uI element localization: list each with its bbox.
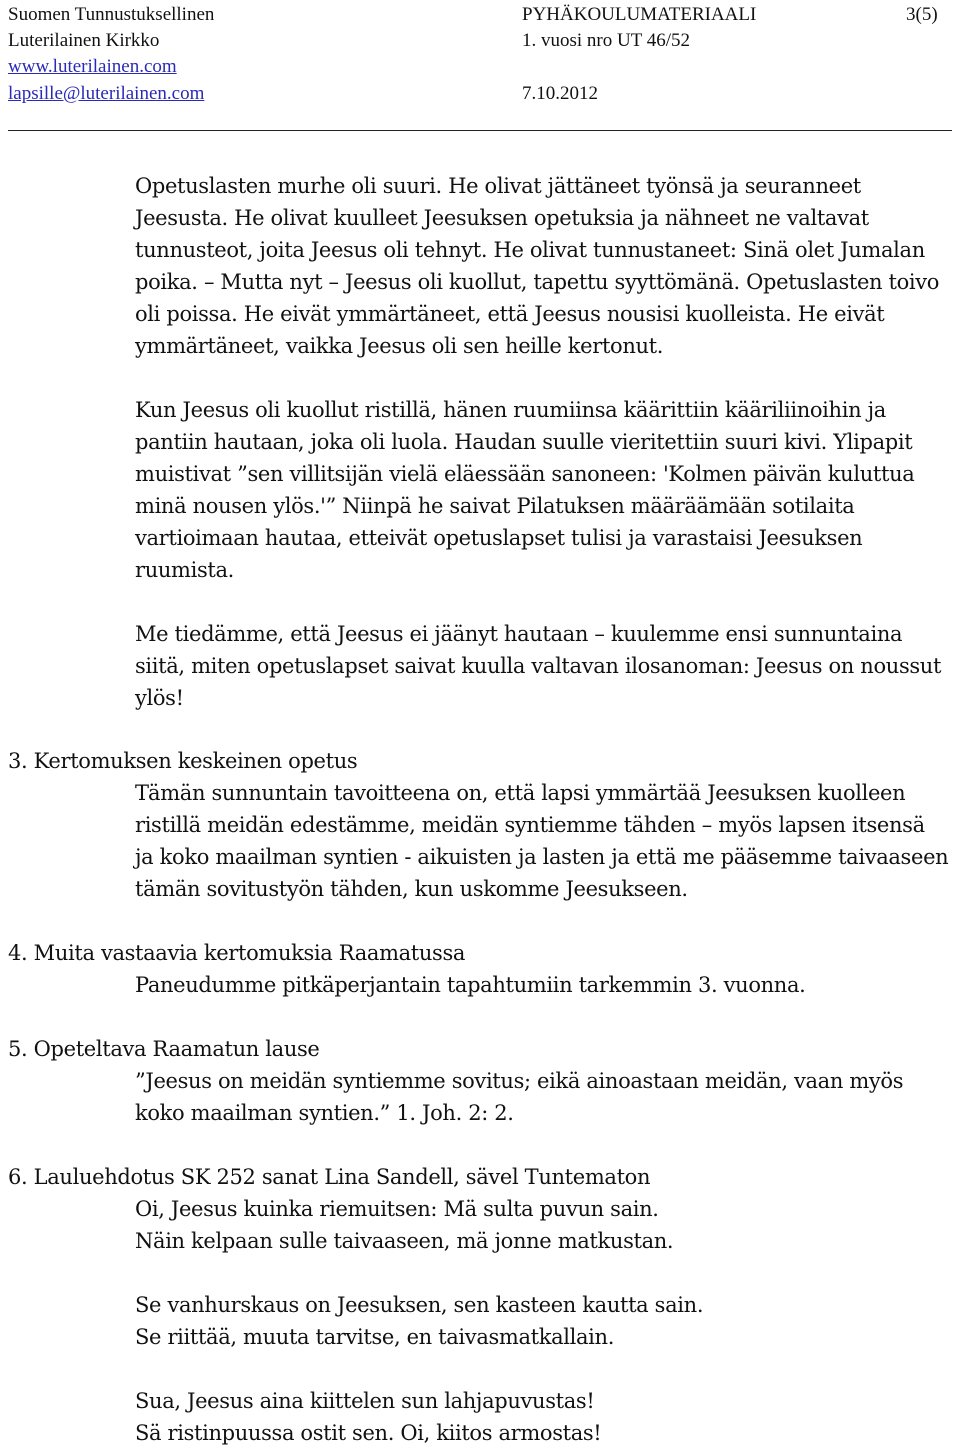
org-name-line1: Suomen Tunnustuksellinen bbox=[8, 4, 215, 25]
text-line: tunnusteot, joita Jeesus oli tehnyt. He olivat tunnustaneet: Sinä olet Jumalan bbox=[135, 238, 925, 262]
text-line: ja koko maailman syntien - aikuisten ja lasten ja että me pääsemme taivaaseen bbox=[135, 845, 949, 869]
text-line: ruumista. bbox=[135, 558, 234, 582]
text-line: Näin kelpaan sulle taivaaseen, mä jonne matkustan. bbox=[135, 1229, 674, 1253]
page-number: 3(5) bbox=[906, 4, 938, 25]
section-5-heading: 5. Opeteltava Raamatun lause bbox=[8, 1037, 320, 1061]
document-date: 7.10.2012 bbox=[522, 83, 598, 104]
text-line: vartioimaan hautaa, etteivät opetuslapset tulisi ja varastaisi Jeesuksen bbox=[135, 526, 863, 550]
text-line: tämän sovitustyön tähden, kun uskomme Jeesukseen. bbox=[135, 877, 688, 901]
text-line: Kun Jeesus oli kuollut ristillä, hänen ruumiinsa käärittiin kääriliinoihin ja bbox=[135, 398, 886, 422]
website-link[interactable]: www.luterilainen.com bbox=[8, 56, 177, 77]
text-line: Sua, Jeesus aina kiittelen sun lahjapuvustas! bbox=[135, 1389, 595, 1413]
section-3-body bbox=[135, 777, 960, 905]
text-line: koko maailman syntien.” 1. Joh. 2: 2. bbox=[135, 1101, 514, 1125]
text-line: Sä ristinpuussa ostit sen. Oi, kiitos armostas! bbox=[135, 1421, 602, 1445]
intro-paragraph-3 bbox=[135, 618, 960, 714]
text-line: Tämän sunnuntain tavoitteena on, että lapsi ymmärtää Jeesuksen kuolleen bbox=[135, 781, 906, 805]
issue-number: 1. vuosi nro UT 46/52 bbox=[522, 30, 691, 51]
bible-verse bbox=[135, 1065, 960, 1129]
text-line: ymmärtäneet, vaikka Jeesus oli sen heille kertonut. bbox=[135, 334, 664, 358]
intro-paragraph-2 bbox=[135, 394, 960, 586]
text-line: Opetuslasten murhe oli suuri. He olivat jättäneet työnsä ja seuranneet bbox=[135, 174, 861, 198]
section-4-heading: 4. Muita vastaavia kertomuksia Raamatussa bbox=[8, 941, 466, 965]
text-line: muistivat ”sen villitsijän vielä eläessään sanoneen: 'Kolmen päivän kuluttua bbox=[135, 462, 915, 486]
text-line: pantiin hautaan, joka oli luola. Haudan suulle vieritettiin suuri kivi. Ylipapit bbox=[135, 430, 913, 454]
text-line: ylös! bbox=[135, 686, 184, 710]
header-divider bbox=[8, 130, 952, 131]
text-line: poika. – Mutta nyt – Jeesus oli kuollut, tapettu syyttömänä. Opetuslasten toivo bbox=[135, 270, 940, 294]
section-4-body bbox=[135, 969, 960, 1001]
text-line: Oi, Jeesus kuinka riemuitsen: Mä sulta puvun sain. bbox=[135, 1197, 659, 1221]
text-line: ”Jeesus on meidän syntiemme sovitus; eikä ainoastaan meidän, vaan myös bbox=[135, 1069, 904, 1093]
text-line: Se vanhurskaus on Jeesuksen, sen kasteen kautta sain. bbox=[135, 1293, 704, 1317]
text-line: Se riittää, muuta tarvitse, en taivasmatkallain. bbox=[135, 1325, 615, 1349]
intro-paragraph-1 bbox=[135, 170, 960, 362]
section-3-heading: 3. Kertomuksen keskeinen opetus bbox=[8, 749, 358, 773]
text-line: siitä, miten opetuslapset saivat kuulla valtavan ilosanoman: Jeesus on noussut bbox=[135, 654, 942, 678]
text-line: minä nousen ylös.'” Niinpä he saivat Pilatuksen määräämään sotilaita bbox=[135, 494, 855, 518]
email-link[interactable]: lapsille@luterilainen.com bbox=[8, 83, 205, 104]
org-name-line2: Luterilainen Kirkko bbox=[8, 30, 160, 51]
song-verse-3 bbox=[135, 1385, 960, 1449]
text-line: oli poissa. He eivät ymmärtäneet, että Jeesus nousisi kuolleista. He eivät bbox=[135, 302, 885, 326]
material-type: PYHÄKOULUMATERIAALI bbox=[522, 4, 757, 25]
text-line: Me tiedämme, että Jeesus ei jäänyt hautaan – kuulemme ensi sunnuntaina bbox=[135, 622, 903, 646]
section-6-heading: 6. Lauluehdotus SK 252 sanat Lina Sandell, sävel Tuntematon bbox=[8, 1165, 651, 1189]
song-verse-1 bbox=[135, 1193, 960, 1257]
text-line: Paneudumme pitkäperjantain tapahtumiin tarkemmin 3. vuonna. bbox=[135, 973, 806, 997]
song-verse-2 bbox=[135, 1289, 960, 1353]
text-line: Jeesusta. He olivat kuulleet Jeesuksen opetuksia ja nähneet ne valtavat bbox=[135, 206, 869, 230]
text-line: ristillä meidän edestämme, meidän syntiemme tähden – myös lapsen itsensä bbox=[135, 813, 925, 837]
